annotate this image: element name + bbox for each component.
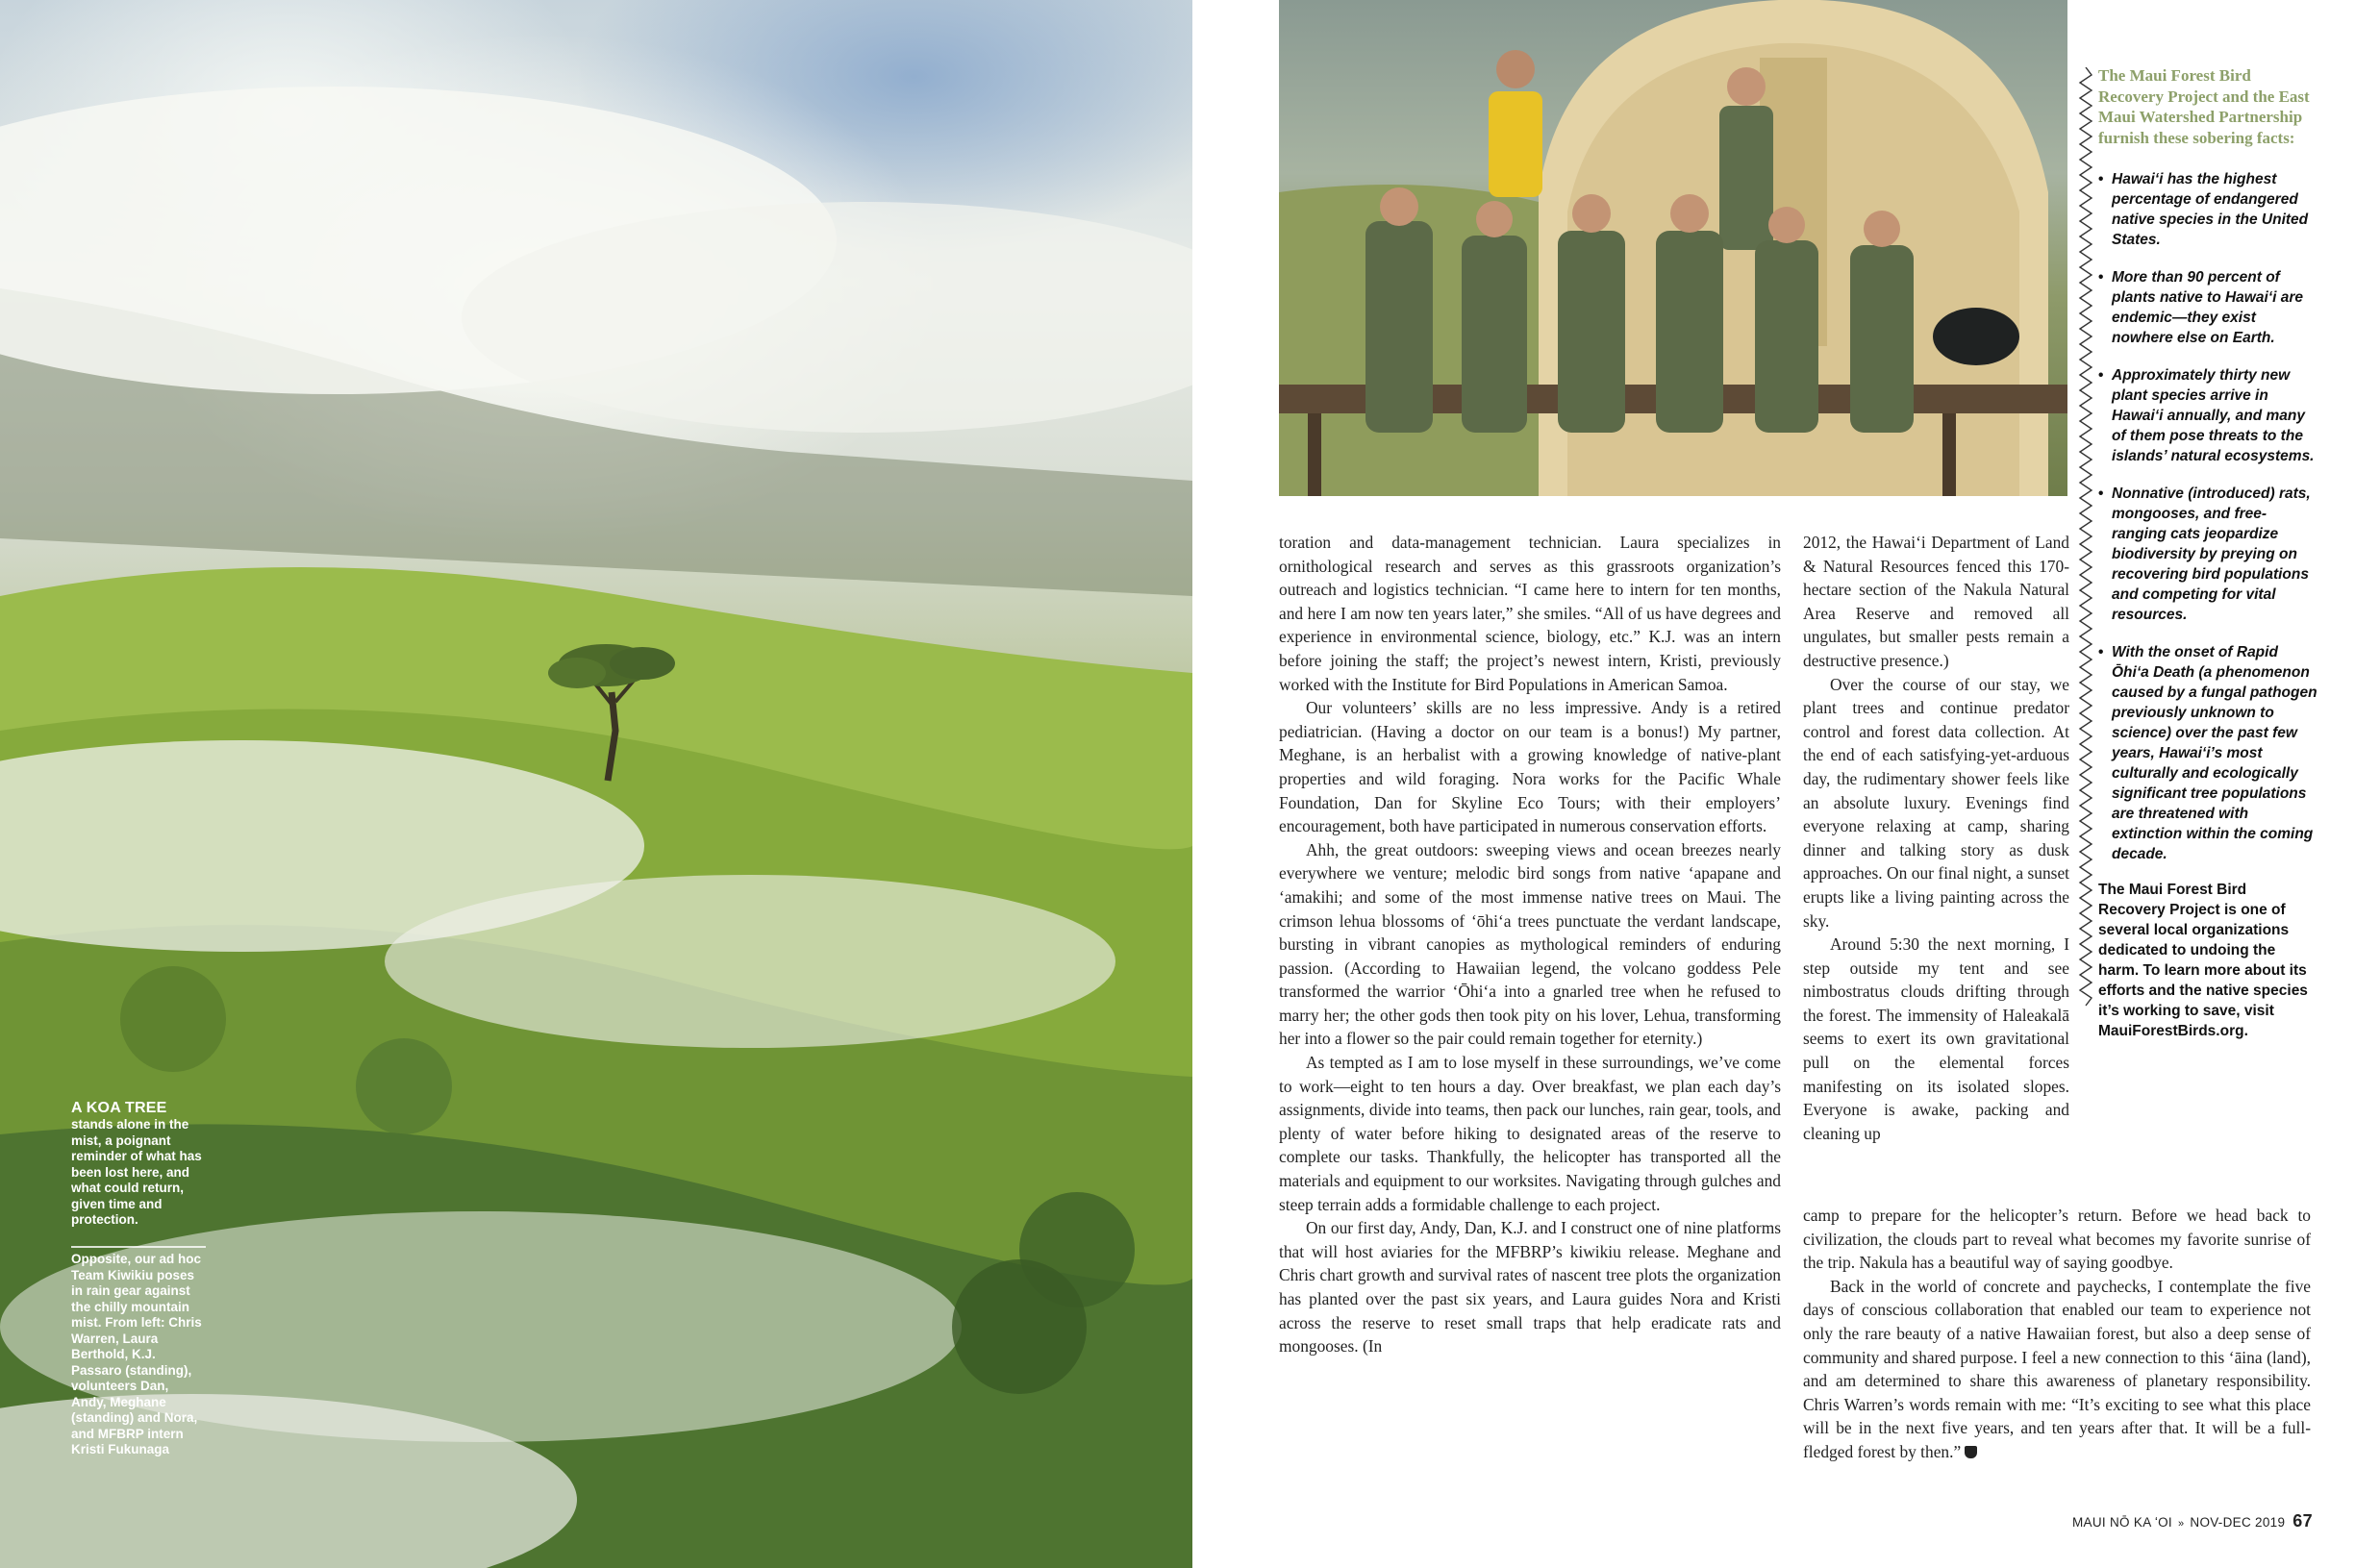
fact-item: • With the onset of Rapid Ōhiʻa Death (a phenomenon caused by a fungal pathogen previously unknown to science) over the past few years, Hawaiʻi’s most culturally and ecologically significant tree populations are threatened with extinction within the coming decade.	[2098, 642, 2317, 864]
fact-item: • More than 90 percent of plants native to Hawaiʻi are endemic—they exist nowhere else on Earth.	[2098, 267, 2317, 348]
facts-sidebar	[2098, 65, 2317, 1041]
photo-caption	[71, 1099, 206, 1229]
paragraph: Ahh, the great outdoors: sweeping views and ocean breezes nearly everywhere we venture; melodic bird songs from native ʻapapane and ʻamakihi; and some of the most immense native trees on Maui. The crimson lehua blossoms of ʻōhiʻa trees punctuate the verdant landscape, bursting in vibrant canopies as mythological reminders of enduring passion. (According to Hawaiian legend, the volcano goddess Pele transformed the warrior ʻŌhiʻa into a gnarled tree when he refused to marry her; the other gods then took pity on his lover, Lehua, transforming her into a flower so the pair could remain together for eternity.)	[1279, 839, 1781, 1049]
paragraph: Over the course of our stay, we plant trees and continue predator control and forest data collection. At the end of each satisfying-yet-arduous day, the rudimentary shower feels like an absolute luxury. Evenings find everyone relaxing at camp, sharing dinner and talking story as dusk approaches. On our final night, a sunset erupts like a living painting across the sky.	[1803, 674, 2069, 931]
publication-name: MAUI NŌ KA ʻOI	[2072, 1515, 2172, 1530]
end-of-story-icon	[1965, 1446, 1977, 1458]
sidebar-divider	[2077, 67, 2094, 1009]
team-group-illustration	[1279, 0, 2067, 496]
sidebar-heading: The Maui Forest Bird Recovery Project and the East Maui Watershed Partnership furnish these sobering facts:	[2098, 66, 2310, 147]
issue-date: NOV-DEC 2019	[2190, 1515, 2286, 1530]
page-number: 67	[2292, 1511, 2313, 1531]
paragraph: Our volunteers’ skills are no less impressive. Andy is a retired pediatrician. (Having a doctor on our team is a bonus!) My partner, Meghane, is an herbalist with a growing knowledge of native-plant properties and wild foraging. Nora works for the Pacific Whale Foundation, Dan for Skyline Eco Tours; with their employers’ encouragement, both have participated in numerous conservation efforts.	[1279, 698, 1781, 836]
paragraph: As tempted as I am to lose myself in these surroundings, we’ve come to work—eight to ten hours a day. Over breakfast, we plan each day’s assignments, divide into teams, then pack our lunches, rain gear, tools, and plenty of water before hiking to designated areas of the reserve to complete our tasks. Thankfully, the helicopter has transported all the materials and equipment to our worksites. Navigating through gulches and steep terrain adds a formidable challenge to each project.	[1279, 1053, 1781, 1214]
sidebar-closing: The Maui Forest Bird Recovery Project is one of several local organizations dedicated to undoing the harm. To learn more about its efforts and the native species it’s working to save, visit MauiForestBirds.org.	[2098, 882, 2308, 1039]
article-column-left	[1279, 531, 1781, 1358]
team-group-photo	[1279, 0, 2067, 496]
facts-list	[2098, 169, 2317, 864]
caption-body: stands alone in the mist, a poignant reminder of what has been lost here, and what could return, given time and protection.	[71, 1117, 202, 1227]
paragraph	[1803, 1275, 2311, 1464]
paragraph: camp to prepare for the helicopter’s return. Before we head back to civilization, the clouds part to reveal what becomes my favorite sunrise of the trip. Nakula has a beautiful way of saying goodbye.	[1803, 1206, 2311, 1273]
opposite-photo-caption: Opposite, our ad hoc Team Kiwikiu poses in rain gear against the chilly mountain mist. From left: Chris Warren, Laura Berthold, K.J. Passaro (standing), volunteers Dan, Andy, Meghane (standing) and Nora, and MFBRP intern Kristi Fukunaga	[71, 1246, 206, 1458]
paragraph: toration and data-management technician. Laura specializes in ornithological research and serves as this grassroots organization’s outreach and logistics technician. “I came here to intern for ten months, and here I am now ten years later,” she smiles. “All of us have degrees and experience in environmental science, biology, etc.” K.J. was an intern before joining the staff; the project’s newest intern, Kristi, previously worked with the Institute for Bird Populations in American Samoa.	[1279, 533, 1781, 694]
closing-paragraph-text: Back in the world of concrete and paychecks, I contemplate the five days of conscious collaboration that enabled our team to experience not only the rare beauty of a native Hawaiian forest, but also a deep sense of community and shared purpose. I feel a new connection to this ʻāina (land), and am determined to share this awareness of planetary responsibility. Chris Warren’s words remain with me: “It’s exciting to see what this place will be in the next five years, and ten years after that. It will be a full-fledged forest by then.”	[1803, 1276, 2311, 1461]
fact-item: • Hawaiʻi has the highest percentage of endangered native species in the United States.	[2098, 169, 2317, 250]
paragraph: 2012, the Hawaiʻi Department of Land & Natural Resources fenced this 170-hectare section of the Nakula Natural Area Reserve and removed all ungulates, but smaller pests remain a destructive presence.)	[1803, 533, 2069, 670]
footer-separator: »	[2177, 1518, 2185, 1530]
page-footer	[2072, 1511, 2313, 1531]
caption-heading: A KOA TREE	[71, 1100, 167, 1116]
paragraph: On our first day, Andy, Dan, K.J. and I construct one of nine platforms that will host aviaries for the MFBRP’s kiwikiu release. Meghane and Chris chart growth and survival rates of nascent tree plots the organization has planted over the past six years, and Laura guides Nora and Kristi across the reserve to reset small traps that help eradicate rats and mongooses. (In	[1279, 1218, 1781, 1356]
fact-item: • Approximately thirty new plant species arrive in Hawaiʻi annually, and many of them pose threats to the islands’ natural ecosystems.	[2098, 365, 2317, 466]
article-column-wide	[1803, 1204, 2311, 1464]
fact-item: • Nonnative (introduced) rats, mongooses, and free-ranging cats jeopardize biodiversity by preying on recovering bird populations and competing for vital resources.	[2098, 484, 2317, 625]
article-column-right	[1803, 531, 2069, 1145]
paragraph: Around 5:30 the next morning, I step outside my tent and see nimbostratus clouds drifting through the forest. The immensity of Haleakalā seems to exert its own gravitational pull on the elemental forces manifesting on its isolated slopes. Everyone is awake, packing and cleaning up	[1803, 934, 2069, 1143]
